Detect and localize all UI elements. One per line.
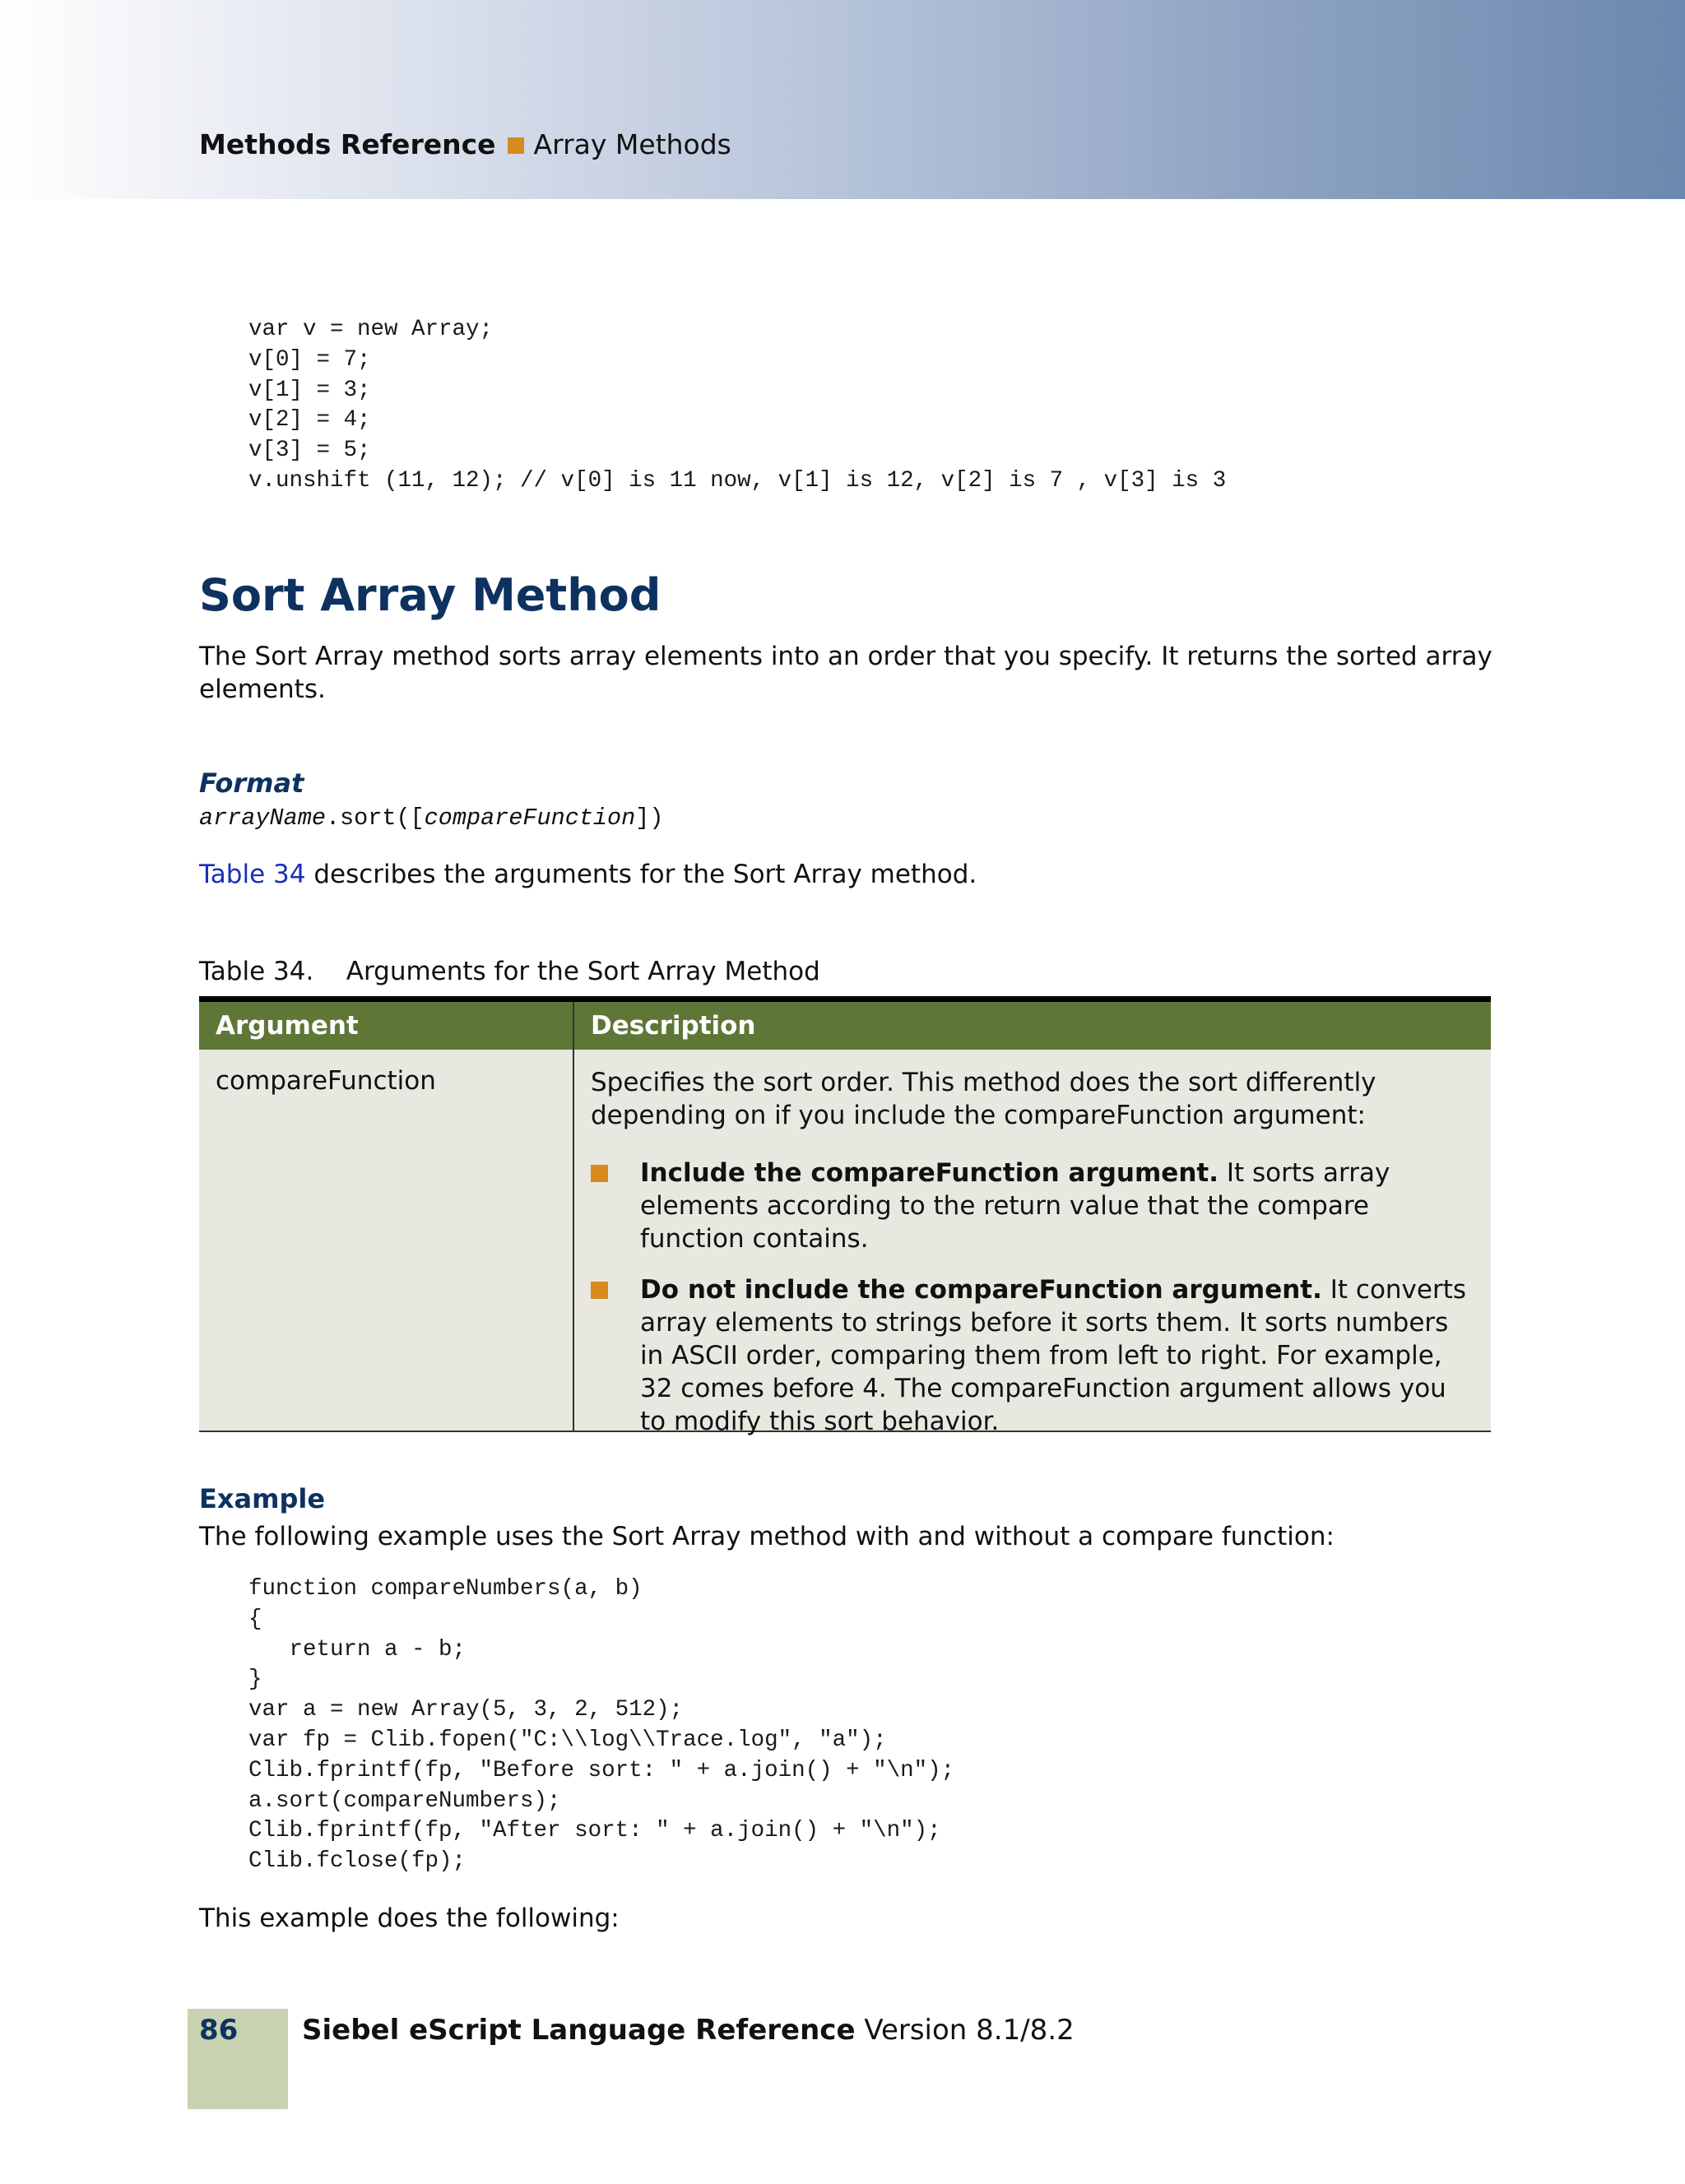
bullet-body: It sorts array elements according to the return value that the compare function contains.: [640, 1158, 1390, 1254]
cell-argument: compareFunction: [216, 1066, 436, 1096]
format-heading: Format: [199, 767, 304, 799]
running-head: [199, 128, 731, 160]
table-reference: [199, 858, 977, 891]
column-divider: [573, 1002, 574, 1430]
bullet-square-icon: [591, 1282, 608, 1299]
arguments-table: [199, 996, 1491, 1436]
format-syntax: [199, 805, 663, 832]
intro-paragraph: The Sort Array method sorts array elements into an order that you specify. It returns the sorted array elements.: [199, 642, 1492, 704]
table-caption: Table 34. Arguments for the Sort Array Method: [199, 957, 820, 986]
table-header-row: [199, 1002, 1491, 1050]
footer-title: [302, 2014, 1075, 2047]
bullet-square-icon: [591, 1165, 608, 1182]
example-outro: This example does the following:: [199, 1903, 620, 1933]
header-description: Description: [591, 1011, 756, 1041]
example-intro: The following example uses the Sort Array method with and without a compare function:: [199, 1522, 1335, 1551]
header-band: [0, 0, 1685, 199]
bullet-bold: Do not include the compareFunction argument.: [640, 1275, 1322, 1305]
bullet-body: It converts array elements to strings before it sorts them. It sorts numbers in ASCII order, comparing them from left to right. For example, 32 comes before 4. The compareFunction argument allows you to modify this sort behavior.: [640, 1275, 1467, 1436]
header-argument: Argument: [216, 1011, 359, 1041]
format-call: .sort([: [325, 805, 425, 832]
cell-description: Specifies the sort order. This method does the sort differently depending on if you include the compareFunction argument:: [591, 1068, 1376, 1130]
format-close: ]): [635, 805, 664, 832]
format-param: compareFunction: [424, 805, 636, 832]
running-head-section: Methods Reference: [199, 128, 496, 160]
format-array-name: arrayName: [199, 805, 326, 832]
bullet-text: [640, 1273, 1475, 1438]
example-heading: Example: [199, 1483, 326, 1514]
table-34-link[interactable]: Table 34: [199, 860, 306, 889]
footer-version: Version 8.1/8.2: [855, 2014, 1075, 2047]
running-head-subsection: Array Methods: [533, 128, 731, 160]
section-title: Sort Array Method: [199, 569, 661, 621]
bullet-square-icon: [508, 137, 524, 154]
table-row: [199, 1050, 1491, 1436]
code-block-unshift: var v = new Array; v[0] = 7; v[1] = 3; v[2] = 4; v[3] = 5; v.unshift (11, 12); // v[0] is 11 now, v[1] is 12, v[2] is 7 , v[3] is 3: [248, 317, 1227, 494]
bullet-text: [640, 1157, 1475, 1255]
page-number: 86: [199, 2014, 239, 2047]
code-block-sort-example: function compareNumbers(a, b) { return a - b; } var a = new Array(5, 3, 2, 512); var fp = Clib.fopen("C:\\log\\Trace.log", "a"); Clib.fprintf(fp, "Before sort: " + a.join() + "\n"); a.sort(compareNumbers); Clib.fprintf(fp, "After sort: " + a.join() + "\n"); Clib.fclose(fp);: [248, 1576, 955, 1875]
footer-book-title: Siebel eScript Language Reference: [302, 2014, 856, 2047]
table-reference-text: describes the arguments for the Sort Array method.: [305, 860, 977, 889]
bullet-bold: Include the compareFunction argument.: [640, 1158, 1218, 1188]
